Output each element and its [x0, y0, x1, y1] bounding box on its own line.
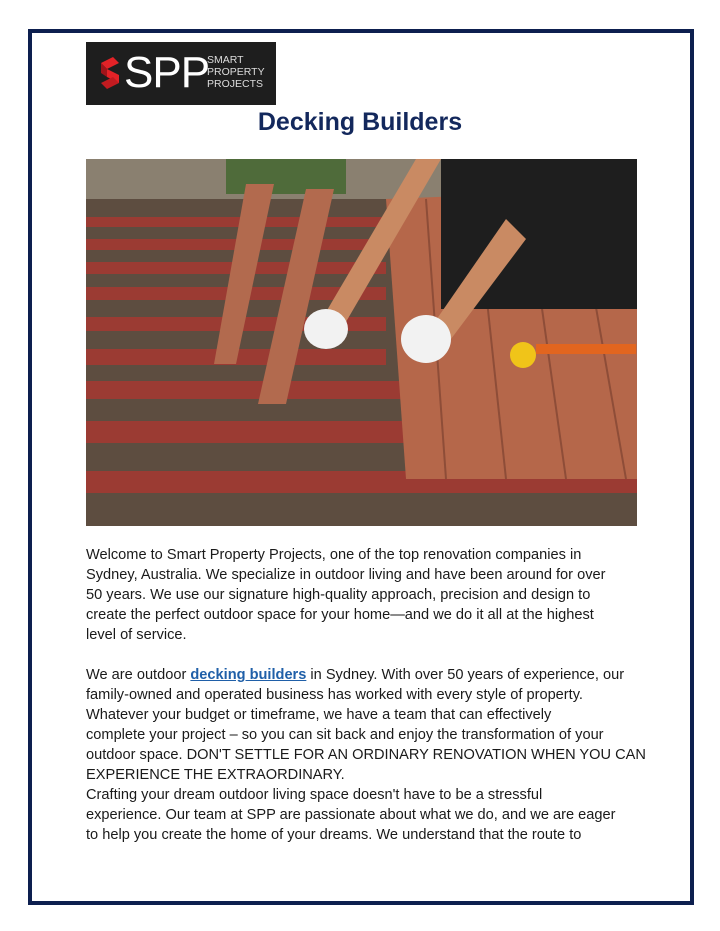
- text-line: 50 years. We use our signature high-quality approach, precision and design to: [86, 587, 591, 603]
- text-line: complete your project – so you can sit back and enjoy the transformation of your: [86, 727, 604, 743]
- text-line: [86, 665, 646, 685]
- logo-tagline: [207, 54, 265, 90]
- spp-logo: [86, 42, 276, 105]
- logo-tagline-line: PROJECTS: [207, 78, 264, 90]
- text-line: outdoor space. DON'T SETTLE FOR AN ORDINARY RENOVATION WHEN YOU CAN: [86, 747, 646, 763]
- intro-paragraph: [86, 545, 605, 645]
- logo-tagline-line: SMART: [207, 54, 244, 66]
- logo-brand: SPP: [124, 48, 210, 97]
- text-segment: We are outdoor: [86, 667, 191, 683]
- text-line: create the perfect outdoor space for your home—and we do it all at the highest: [86, 607, 594, 623]
- text-line: Crafting your dream outdoor living space doesn't have to be a stressful: [86, 787, 543, 803]
- text-line: experience. Our team at SPP are passionate about what we do, and we are eager: [86, 807, 616, 823]
- text-line: EXPERIENCE THE EXTRAORDINARY.: [86, 767, 345, 783]
- spp-logo-icon: [99, 55, 121, 91]
- decking-photo: [86, 159, 637, 526]
- services-paragraph: [86, 665, 646, 845]
- text-line: family-owned and operated business has worked with every style of property.: [86, 687, 583, 703]
- text-line: Welcome to Smart Property Projects, one of the top renovation companies in: [86, 547, 582, 563]
- decking-builders-link[interactable]: decking builders: [190, 667, 307, 683]
- page-title: Decking Builders: [257, 108, 463, 136]
- logo-tagline-line: PROPERTY: [207, 66, 265, 78]
- text-line: level of service.: [86, 627, 187, 643]
- text-line: Sydney, Australia. We specialize in outdoor living and have been around for over: [86, 567, 606, 583]
- text-line: to help you create the home of your dreams. We understand that the route to: [86, 827, 582, 843]
- text-line: Whatever your budget or timeframe, we have a team that can effectively: [86, 707, 552, 723]
- text-segment: in Sydney. With over 50 years of experience, our: [306, 667, 625, 683]
